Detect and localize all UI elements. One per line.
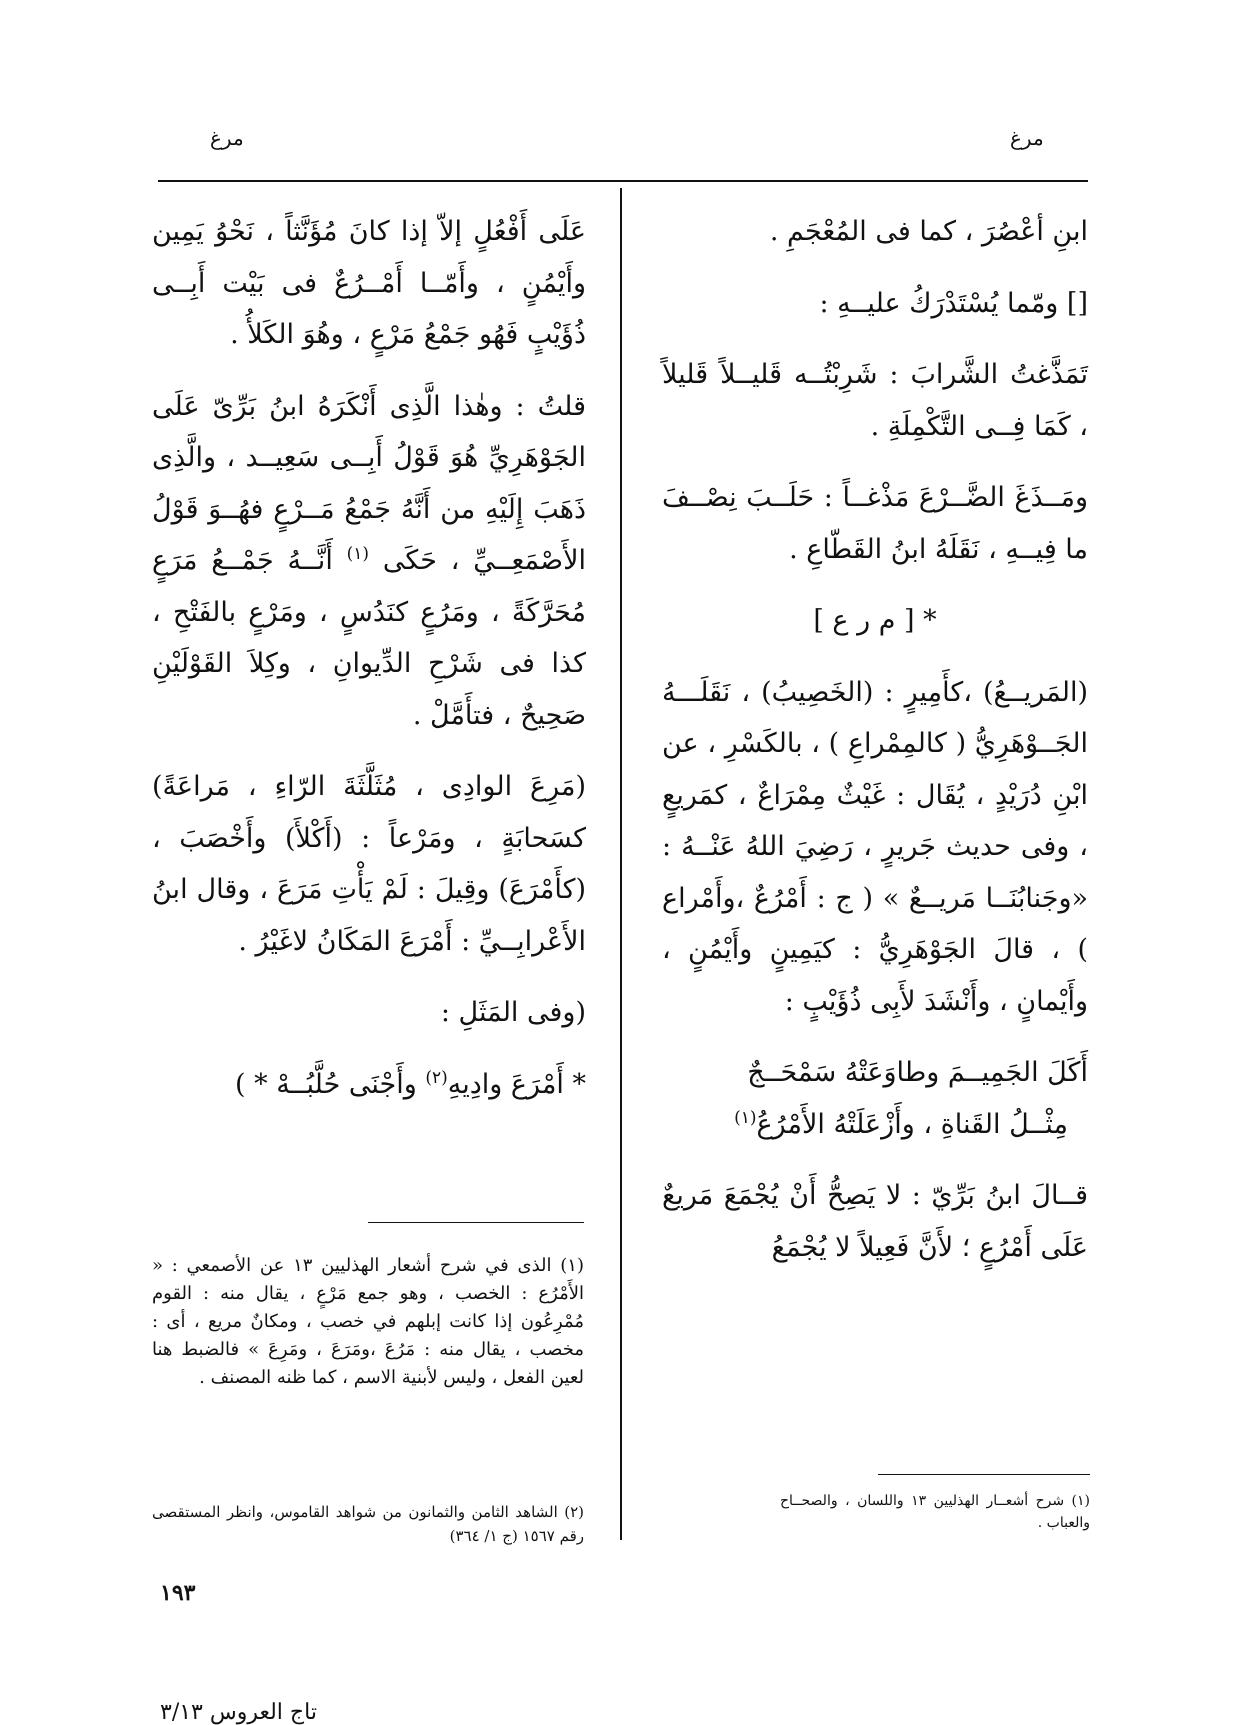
column-divider [620,188,622,1540]
proverb-text-continued: وأَجْنَى حُلَّبُــهْ * ) [235,1068,417,1100]
proverb-line [152,1059,586,1111]
header-rule [158,180,1088,182]
right-paragraph-2: [] ومّما يُسْتَدْرَكُ عليــهِ : [819,287,1088,319]
footnote-mark: (١) [734,1107,757,1128]
page-number: ١٩٣ [160,1580,196,1606]
footnote-mark: (٢) [425,1067,448,1088]
header-left-root: مرغ [210,126,244,150]
footnote-rule-right [878,1474,1090,1475]
left-paragraph-3: (مَرِعَ الوادِى ، مُثَلَّثَةَ الرّاءِ ، مَراعَةً) كسَحابَةٍ ، ومَرْعاً : (أَكْلأَ) وأَخْصَبَ ، (كأَمْرَعَ) وقِيلَ : لَمْ يَأْتِ مَرَعَ ، وقال ابنُ الأَعْرابِــيِّ : أَمْرَعَ المَكَانُ لاغَيْرُ . [152,771,586,957]
left-column [152,206,586,1130]
footnote-left-2: (٢) الشاهد الثامن والثمانون من شواهد القاموس، وانظر المستقصى رقم ١٥٦٧ (ج ١/ ٣٦٤) [152,1503,584,1545]
footnote-left-1: (١) الذى في شرح أشعار الهذليين ١٣ عن الأصمعي : « الأَمْرُع : الخصب ، وهو جمع مَرْعٍ ، يقال منه : القوم مُمْرِعُون إذا كانت إبلهم في خصب ، ومكانٌ مريع ، أى : مخصب ، يقال منه : مَرُعَ ،ومَرَعَ ، ومَرِعَ » فالضبط هنا لعين الفعل ، وليس لأبنية الاسم ، كما ظنه المصنف . [152,1255,584,1388]
volume-note: تاج العروس ٣/١٣ [160,1700,317,1725]
left-paragraph-2-continued: أَنَّــهُ جَمْــعُ مَرَعٍ مُحَرَّكَةً ، ومَرُعٍ كنَدُسٍ ، ومَرْعٍ بالفَتْحِ ، كذا فى شَرْحِ الدِّيوانِ ، وكِلاَ القَوْلَيْنِ صَحِيحٌ ، فتأَمَّلْ . [152,545,586,731]
verse-line-2 [662,1099,1088,1151]
left-paragraph-4: (وفى المَثَلِ : [440,997,586,1028]
left-paragraph-2-text: قلتُ : وهٰذا الَّذِى أَنْكَرَهُ ابنُ بَرِّىّ عَلَى الجَوْهَرِيِّ هُوَ قَوْلُ أَبِــى سَعِيــد ، والَّذِى ذَهَبَ إِلَيْهِ من أَنَّهُ جَمْعُ مَــرْعٍ فهُــوَ قَوْلُ الأَصْمَعِــيِّ ، حَكَى [152,390,586,576]
right-paragraph-6: قــالَ ابنُ بَرِّيّ : لا يَصِحُّ أَنْ يُجْمَعَ مَريعٌ عَلَى أَمْرُعٍ ؛ لأَنَّ فَعِيلاً لا يُجْمَعُ [662,1180,1088,1263]
right-paragraph-4: ومَــذَغَ الضَّــرْعَ مَذْغــاً : حَلَــبَ نِصْــفَ ما فِيــهِ ، نَقَلَهُ ابنُ القَطّاعِ . [662,482,1088,565]
footnote-right-1: (١) شرح أشعــار الهذليين ١٣ واللسان ، والصحــاح والعباب . [780,1493,1091,1531]
header-right-root: مرغ [1010,126,1044,150]
verse-line-1: أَكَلَ الجَمِيــمَ وطاوَعَتْهُ سَمْحَــجٌ [747,1057,1088,1088]
verse-line-2-text: مِثْــلُ القَناةِ ، وأَزْعَلَتْهُ الأَمْرُعُ [756,1108,1068,1140]
proverb-text: * أَمْرَعَ وادِيهِ [447,1068,586,1100]
right-paragraph-3: تَمَذَّغتُ الشَّرابَ : شَرِبْتُــه قَليــلاً قَليلاً ، كَمَا فِــى التَّكْمِلَةِ . [662,359,1088,442]
right-column [662,206,1088,1293]
left-paragraph-2 [152,381,586,742]
right-paragraph-1: ابنِ أعْصُرَ ، كما فى المُعْجَمِ . [769,216,1088,247]
left-paragraph-1: عَلَى أَفْعُلٍ إلاّ إذا كانَ مُؤَنَّثاً ، نَحْوُ يَمِين وأَيْمُنٍ ، وأَمّــا أَمْــرُعٌ فى بَيْت أَبِــى ذُؤَيْبٍ فَهُو جَمْعُ مَرْعٍ ، وهُوَ الكَلأُ . [152,216,586,350]
footnote-rule-left [368,1222,584,1223]
entry-heading: * [ م ر ع ] [813,605,937,636]
right-paragraph-5: (المَريــعُ) ،كأَمِيرٍ : (الخَصِيبُ) ، نَقَلَـــهُ الجَــوْهَرِيُّ ( كالمِمْراعِ ) ، بالكَسْرِ ، عن ابْنِ دُرَيْدٍ ، يُقَال : غَيْثٌ مِمْرَاعٌ ، كمَريعٍ ، وفى حديث جَريرٍ ، رَضِيَ اللهُ عَنْــهُ : «وجَنابُنَــا مَريــعٌ » ( ج : أَمْرُعٌ ،وأَمْراع ) ، قالَ الجَوْهَرِيُّ : كيَمِينٍ وأَيْمُنٍ ، وأَيْمانٍ ، وأَنْشَدَ لأَبِى ذُؤَيْبٍ : [662,676,1088,1017]
footnote-mark: (١) [346,544,370,564]
